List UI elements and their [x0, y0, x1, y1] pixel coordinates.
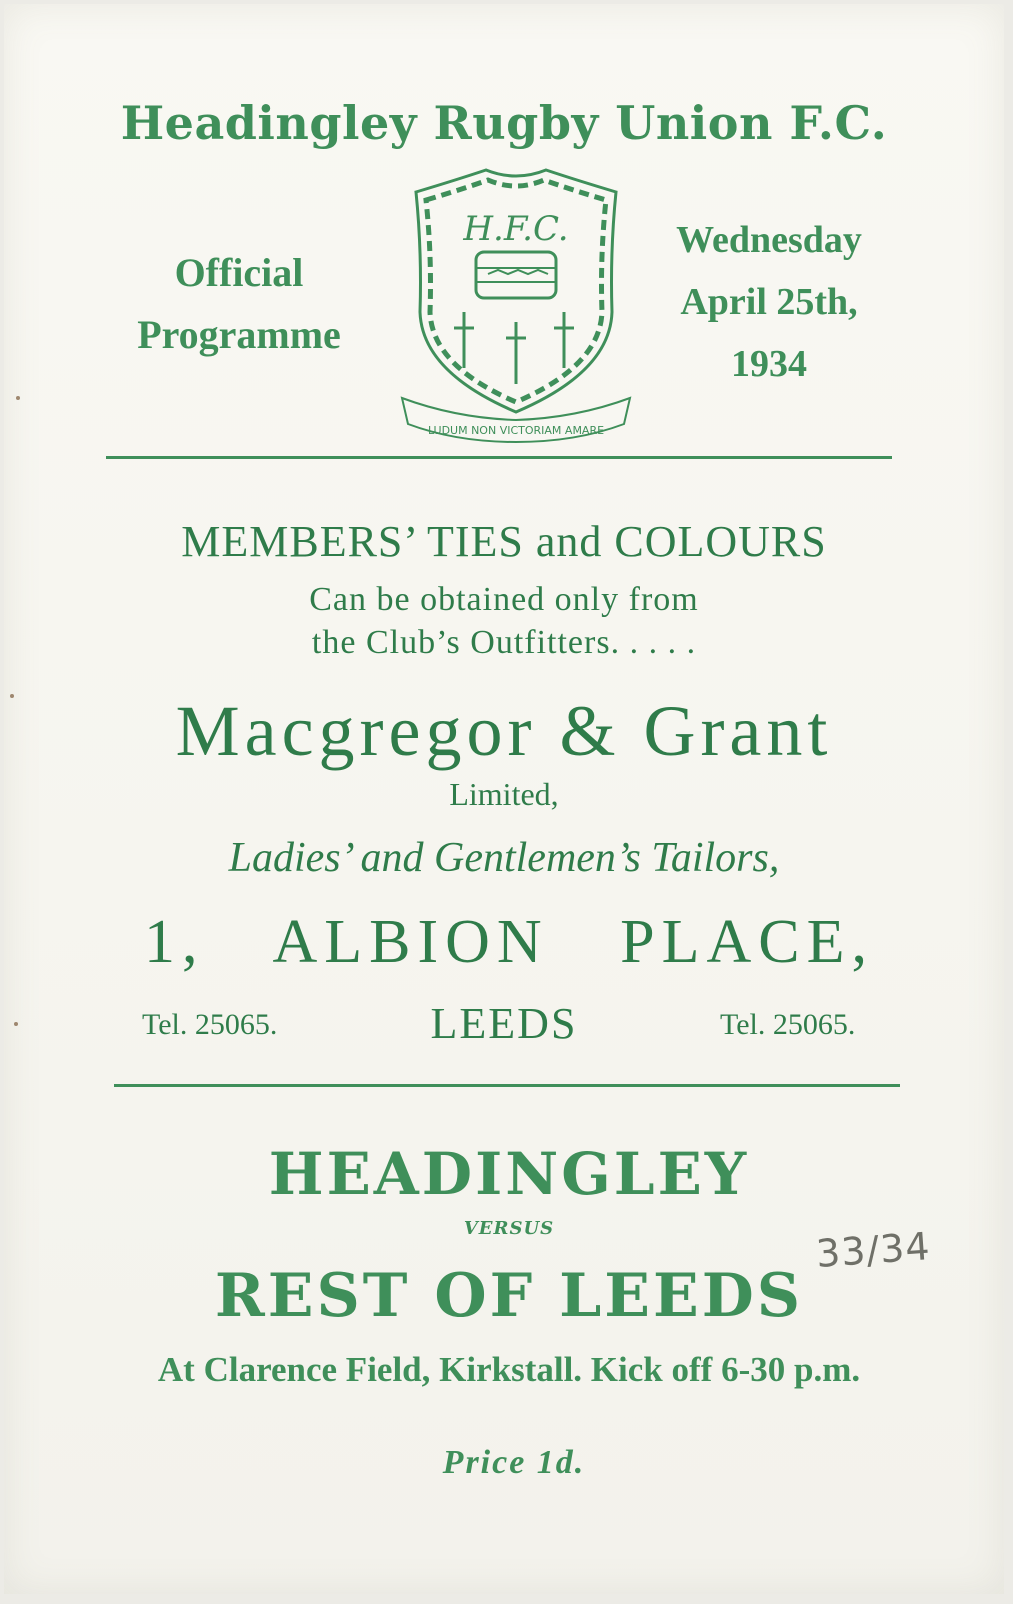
club-title: Headingley Rugby Union F.C. — [120, 96, 888, 150]
club-crest — [396, 162, 636, 448]
programme-label-line1: Official — [174, 250, 304, 295]
away-team: REST OF LEEDS — [214, 1261, 804, 1331]
ad-company-name: Macgregor & Grant — [175, 691, 833, 771]
match-weekday: Wednesday — [676, 219, 862, 261]
handwritten-season-note: 33/34 — [814, 1224, 932, 1276]
crest-motto: LUDUM NON VICTORIAM AMARE — [427, 424, 605, 437]
shield-icon — [396, 162, 636, 448]
home-team: HEADINGLEY — [268, 1140, 750, 1208]
ad-subline-2: the Club’s Outfitters. . . . . — [311, 624, 697, 661]
ad-city: LEEDS — [430, 999, 578, 1048]
ad-headline: MEMBERS’ TIES and COLOURS — [181, 517, 827, 566]
versus-label: VERSUS — [463, 1218, 555, 1239]
match-date: April 25th, — [680, 281, 858, 323]
paper-blemish — [14, 1022, 18, 1026]
crest-monogram: H.F.C. — [463, 209, 569, 249]
ad-divider — [114, 1084, 900, 1087]
ad-subline-1: Can be obtained only from — [309, 581, 699, 618]
programme-label-line2: Programme — [137, 312, 341, 357]
paper-blemish — [16, 396, 20, 400]
ad-tel-right: Tel. 25065. — [720, 1008, 856, 1041]
ad-address: 1, ALBION PLACE, — [144, 908, 874, 976]
ad-trade-line: Ladies’ and Gentlemen’s Tailors, — [228, 835, 780, 881]
match-year: 1934 — [731, 343, 807, 385]
programme-price: Price 1d. — [442, 1444, 586, 1481]
ad-company-suffix: Limited, — [449, 776, 559, 812]
paper-blemish — [10, 694, 14, 698]
venue-and-kickoff: At Clarence Field, Kirkstall. Kick off 6-30 p.m. — [157, 1350, 861, 1389]
header-divider — [106, 456, 892, 459]
ad-tel-left: Tel. 25065. — [142, 1008, 278, 1041]
programme-page — [4, 4, 1004, 1594]
